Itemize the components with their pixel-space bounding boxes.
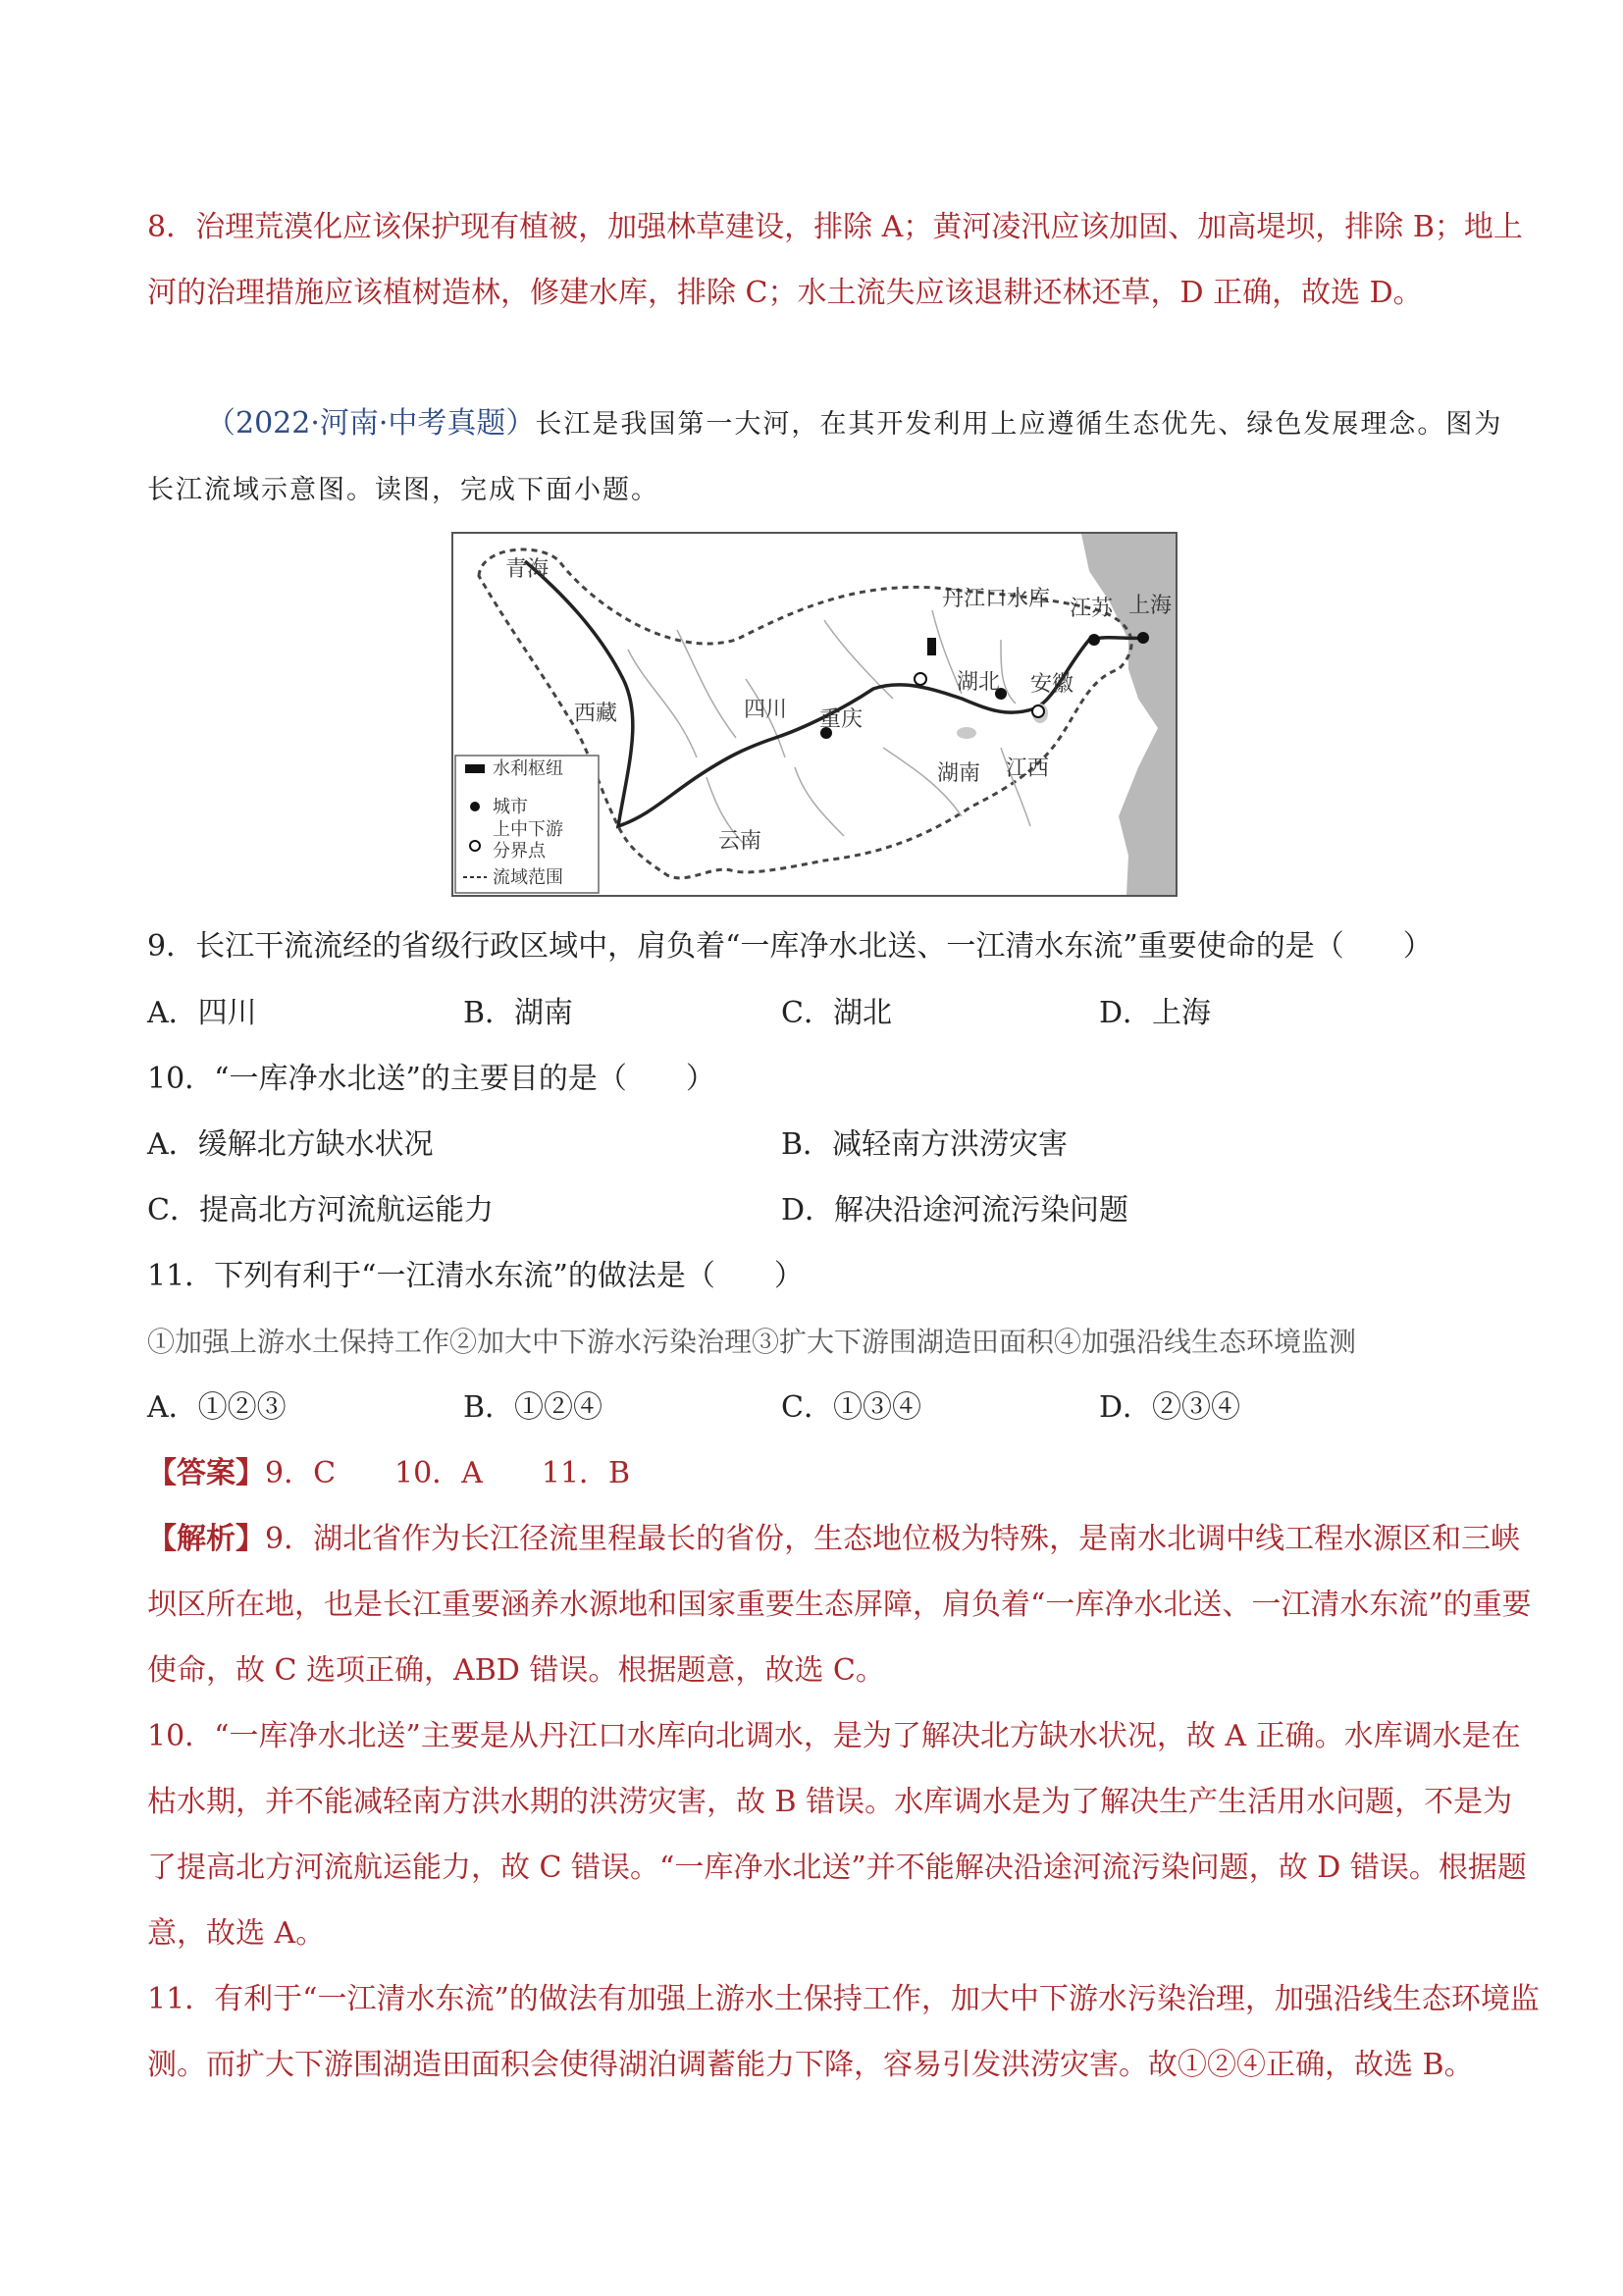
legend-dam-symbol [465, 764, 485, 773]
label-qinghai: 青海 [505, 557, 550, 582]
label-xizang: 西藏 [574, 702, 618, 726]
label-hubei: 湖北 [957, 670, 1001, 695]
middle-lower-boundary-marker [1032, 705, 1044, 717]
legend-dam: 水利枢纽 [493, 758, 563, 779]
q8-line-1: 8．治理荒漠化应该保护现有植被，加强林草建设，排除 A；黄河凌汛应该加固、加高堤坝，排除 B；地上 [147, 210, 1523, 244]
q10-option-b: B．减轻南方洪涝灾害 [781, 1127, 1069, 1162]
q9-option-a: A．四川 [147, 996, 257, 1030]
intro-line-2: 长江流域示意图。读图，完成下面小题。 [147, 475, 659, 505]
q11-stem: 11．下列有利于“一江清水东流”的做法是（ ） [147, 1259, 804, 1293]
q11-option-d: D．②③④ [1099, 1390, 1241, 1425]
label-anhui: 安徽 [1030, 672, 1074, 697]
analysis-10-line-1: 10．“一库净水北送”主要是从丹江口水库向北调水，是为了解决北方缺水状况，故 A 正确。水库调水是在 [147, 1719, 1521, 1753]
nanjing-city-marker [1088, 634, 1100, 646]
q11-option-c: C．①③④ [781, 1390, 921, 1425]
q10-option-c: C．提高北方河流航运能力 [147, 1193, 494, 1227]
q8-line-2: 河的治理措施应该植树造林，修建水库，排除 C；水土流失应该退耕还林还草，D 正确，故选 D。 [147, 276, 1423, 310]
analysis-10-line-3: 了提高北方河流航运能力，故 C 错误。“一库净水北送”并不能解决沿途河流污染问题，故 D 错误。根据题 [147, 1851, 1527, 1885]
label-danjiangkou: 丹江口水库 [942, 587, 1051, 611]
answer-line [147, 1454, 630, 1493]
analysis-9-line-3: 使命，故 C 选项正确，ABD 错误。根据题意，故选 C。 [147, 1653, 885, 1688]
legend-boundary-symbol [470, 841, 480, 851]
q9-option-b: B．湖南 [463, 996, 574, 1030]
q11-option-b: B．①②④ [463, 1390, 603, 1425]
map-legend [455, 756, 599, 893]
source-tag: （2022·河南·中考真题） [206, 406, 536, 441]
q11-option-a: A．①②③ [147, 1390, 287, 1425]
label-jiangxi: 江西 [1006, 757, 1050, 781]
q10-stem: 10．“一库净水北送”的主要目的是（ ） [147, 1062, 715, 1096]
intro-line-1 [206, 404, 1502, 444]
q10-option-a: A．缓解北方缺水状况 [147, 1127, 434, 1162]
q9-stem: 9．长江干流流经的省级行政区域中，肩负着“一库净水北送、一江清水东流”重要使命的是（ ） [147, 929, 1433, 964]
analysis-11-line-2: 测。而扩大下游围湖造田面积会使得湖泊调蓄能力下降，容易引发洪涝灾害。故①②④正确，故选 B。 [147, 2048, 1474, 2082]
analysis-tag: 【解析】 [147, 1522, 265, 1556]
legend-basin: 流域范围 [493, 867, 563, 888]
legend-city-symbol [470, 802, 480, 811]
analysis-9-line-2: 坝区所在地，也是长江重要涵养水源地和国家重要生态屏障，肩负着“一库净水北送、一江清水东流”的重要 [147, 1588, 1532, 1622]
analysis-10-line-2: 枯水期，并不能减轻南方洪水期的洪涝灾害，故 B 错误。水库调水是为了解决生产生活用水问题，不是为 [147, 1785, 1513, 1819]
label-sichuan: 四川 [744, 698, 788, 722]
upper-middle-boundary-marker [915, 673, 926, 685]
answer-tag: 【答案】 [147, 1456, 265, 1490]
danjiangkou-dam-marker [927, 638, 936, 655]
label-yunnan: 云南 [718, 829, 762, 854]
legend-boundary-1: 上中下游 [493, 819, 563, 840]
shanghai-city-marker [1137, 632, 1149, 644]
q9-option-d: D．上海 [1099, 996, 1212, 1030]
q11-items: ①加强上游水土保持工作②加大中下游水污染治理③扩大下游围湖造田面积④加强沿线生态环境监测 [147, 1326, 1357, 1358]
label-jiangsu: 江苏 [1070, 597, 1114, 621]
intro-text: 长江是我国第一大河，在其开发利用上应遵循生态优先、绿色发展理念。图为 [535, 409, 1503, 440]
answer-text: 9．C 10．A 11．B [265, 1456, 631, 1490]
yangtze-basin-map [451, 532, 1178, 897]
legend-boundary-2: 分界点 [493, 841, 546, 861]
label-hunan: 湖南 [937, 761, 981, 786]
analysis-9-line-1 [147, 1520, 1520, 1559]
dongting-lake [957, 727, 976, 739]
label-chongqing: 重庆 [819, 707, 864, 732]
q9-option-c: C．湖北 [781, 996, 892, 1030]
analysis-11-line-1: 11．有利于“一江清水东流”的做法有加强上游水土保持工作，加大中下游水污染治理，加强沿线生态环境监 [147, 1982, 1540, 2016]
analysis-10-line-4: 意，故选 A。 [147, 1916, 326, 1951]
label-shanghai: 上海 [1128, 594, 1173, 618]
q10-option-d: D．解决沿途河流污染问题 [781, 1193, 1129, 1227]
legend-city: 城市 [493, 797, 528, 817]
analysis-9-text-1: 9．湖北省作为长江径流里程最长的省份，生态地位极为特殊，是南水北调中线工程水源区和三峡 [265, 1522, 1521, 1556]
